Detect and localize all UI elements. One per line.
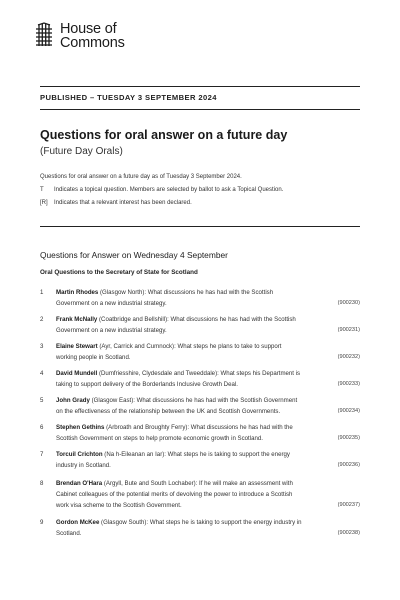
questions-subheading: Oral Questions to the Secretary of State for Scotland [40,269,198,276]
logo-wordmark [60,22,125,50]
member-name: Martin Rhodes [56,289,99,296]
question-item [40,395,360,417]
question-reference: (900237) [337,502,360,508]
top-divider [40,86,360,87]
question-text-line: Scottish Government on steps to help promote economic growth in Scotland. [56,435,263,442]
portcullis-icon [34,22,54,48]
key-symbol: [R] [40,200,48,206]
question-text-line: industry in Scotland. [56,462,111,469]
question-number: 4 [40,370,44,377]
section-heading: Questions for Answer on Wednesday 4 September [40,250,228,260]
question-text-line: Scotland. [56,530,82,537]
question-reference: (900238) [337,530,360,536]
question-body [56,368,316,390]
question-reference: (900230) [337,300,360,306]
question-body [56,341,316,363]
question-text-line: What steps his Department is [220,370,301,377]
question-text-line: What steps he is taking to support the energy [167,451,290,458]
question-reference: (900233) [337,381,360,387]
member-constituency: (Coatbridge and Bellshill): [97,316,171,323]
page-subtitle: (Future Day Orals) [40,146,123,157]
question-number: 2 [40,316,44,323]
member-name: Elaine Stewart [56,343,98,350]
question-item [40,449,360,471]
question-number: 9 [40,519,44,526]
logo-line-1: House of [60,21,117,37]
question-text-line: Cabinet colleagues of the potential merits of devolving the power to introduce a Scottish [56,491,293,498]
key-text: Indicates a topical question. Members are selected by ballot to ask a Topical Question. [54,187,284,193]
question-number: 5 [40,397,44,404]
section-divider [40,226,360,227]
question-body [56,395,328,417]
question-item [40,478,360,511]
published-divider [40,109,360,110]
key-interest [40,200,192,206]
member-constituency: (Na h-Eileanan an Iar): [102,451,168,458]
question-body [56,287,316,309]
question-reference: (900234) [337,408,360,414]
question-text-line: working people in Scotland. [56,354,131,361]
member-name: Brendan O'Hara [56,480,103,487]
published-label: PUBLISHED – TUESDAY 3 SEPTEMBER 2024 [40,93,217,102]
question-body [56,422,316,444]
logo-line-2: Commons [60,35,125,51]
key-symbol: T [40,187,44,193]
question-body [56,449,316,471]
question-text-line: on the effectiveness of the relationship between the UK and Scottish Governments. [56,408,281,415]
question-body [56,517,328,539]
member-constituency: (Glasgow South): [99,519,150,526]
member-constituency: (Glasgow East): [89,397,137,404]
question-item [40,368,360,390]
key-text: Indicates that a relevant interest has been declared. [54,200,192,206]
question-item [40,314,360,336]
question-number: 8 [40,480,44,487]
question-text-line: What discussions he has had with the [190,424,293,431]
member-constituency: (Argyll, Bute and South Lochaber): [102,480,200,487]
question-reference: (900232) [337,354,360,360]
member-name: David Mundell [56,370,98,377]
member-constituency: (Arbroath and Broughty Ferry): [104,424,191,431]
question-item [40,517,360,539]
question-body [56,478,328,511]
member-name: Gordon McKee [56,519,100,526]
question-text-line: What discussions he has had with the Scottish [147,289,274,296]
question-item [40,422,360,444]
question-body [56,314,316,336]
member-constituency: (Dumfriesshire, Clydesdale and Tweeddale): [97,370,221,377]
question-item [40,287,360,309]
house-of-commons-logo [34,22,125,50]
question-number: 6 [40,424,44,431]
member-name: Torcuil Crichton [56,451,103,458]
question-text-line: Government on a new industrial strategy. [56,327,167,334]
question-text-line: Government on a new industrial strategy. [56,300,167,307]
member-name: John Grady [56,397,90,404]
question-number: 1 [40,289,44,296]
question-number: 3 [40,343,44,350]
question-text-line: taking to support delivery of the Borderlands Inclusive Growth Deal. [56,381,238,388]
page-title: Questions for oral answer on a future day [40,128,288,142]
question-reference: (900231) [337,327,360,333]
question-text-line: What steps he is taking to support the energy industry in [149,519,302,526]
question-item [40,341,360,363]
question-text-line: What steps he plans to take to support [177,343,282,350]
member-constituency: (Glasgow North): [98,289,148,296]
question-text-line: work visa scheme to the Scottish Government. [56,502,182,509]
question-reference: (900235) [337,435,360,441]
member-constituency: (Ayr, Carrick and Cumnock): [97,343,178,350]
question-text-line: What discussions he has had with the Scottish Government [136,397,298,404]
member-name: Frank McNally [56,316,98,323]
question-number: 7 [40,451,44,458]
key-topical [40,187,283,193]
question-text-line: What discussions he has had with the Scottish [170,316,296,323]
question-text-line: If he will make an assessment with [199,480,293,487]
question-reference: (900236) [337,462,360,468]
intro-text: Questions for oral answer on a future day as of Tuesday 3 September 2024. [40,174,242,180]
member-name: Stephen Gethins [56,424,105,431]
